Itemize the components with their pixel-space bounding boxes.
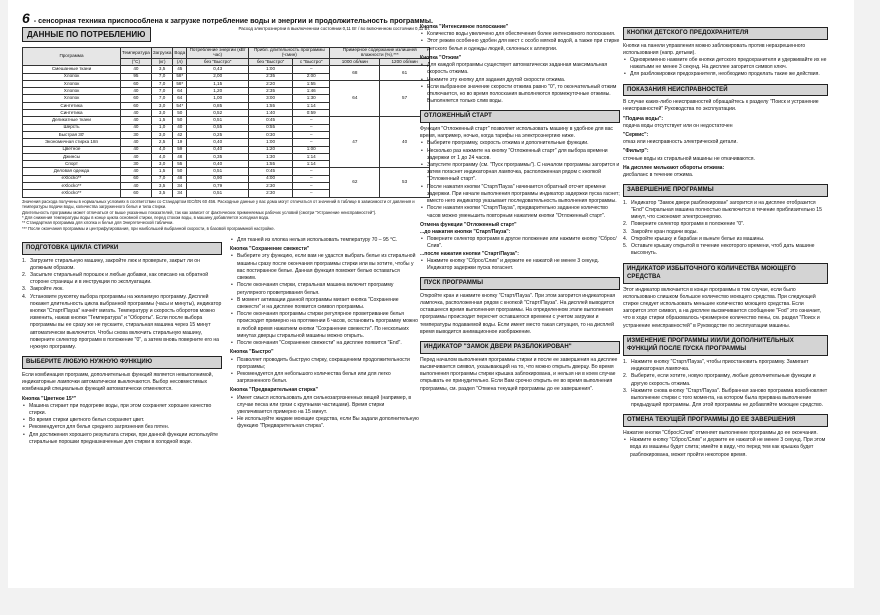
start-text: Откройте кран и нажмите кнопку "Старт/Пауза". При этом загорится индикаторная лампочка, расположенная рядом с кнопкой "Старт/Пауза". На дисплей выводится оставшееся время выполнения программы. На определенном этапе выполнения программы происходит пересчет оставшегося времени с учетом загрузки и температуры подаваемой воды. Если имеет место такая ситуация, то на дисплей время выводится анимационное изображение. [420, 292, 616, 335]
middle-column [420, 22, 620, 393]
table-cell: 34 [173, 183, 187, 190]
list-item: 3. Нажмите снова кнопку "Старт/Пауза". Выбранная заново программа возобновляет выполнение стирки с того момента, на котором была прервана выполнение предыдущей программы. Для этой программы не добавляйте моющее средство. [623, 387, 828, 409]
table-cell: 60 [121, 80, 152, 87]
table-cell: 55 [173, 161, 187, 168]
table-cell: 40 [121, 139, 152, 146]
table-cell: 3,5 [151, 183, 173, 190]
table-cell: 0,40 [187, 139, 249, 146]
moisture-cell: 53 [380, 168, 430, 197]
table-cell: 0,90 [187, 175, 249, 182]
table-cell: 1:00 [249, 139, 293, 146]
table-cell: 60 [121, 102, 152, 109]
table-cell: 1:30 [249, 153, 293, 160]
child-list [623, 57, 828, 79]
list-item: • Для достижения хорошего результата стирки, при данной функции используйте стиральные порошки предназначенные для стирки в холодной воде. [22, 432, 222, 446]
list-item: • Выберите программу, скорость отжима и дополнительные функции. [420, 140, 620, 147]
consumption-table [22, 47, 430, 197]
col-load: Загрузка [151, 48, 173, 59]
list-item: • Для каждой программы существует автоматически заданная максимальная скорость отжима. [420, 62, 620, 76]
table-cell: 64 [173, 95, 187, 102]
moisture-cell: 68 [330, 66, 380, 81]
list-item: 2. Выберите, если хотите, новую программу, любые дополнительные функции и другую скорость отжима. [623, 373, 816, 387]
table-cell: 40 [121, 110, 152, 117]
fault-filter-title: "Фильтр": [623, 148, 649, 155]
table-cell: eXlocko** [23, 190, 121, 197]
rinse-list [420, 31, 620, 53]
table-cell: 3,0 [151, 161, 173, 168]
table-cell: 3,0 [151, 110, 173, 117]
table-cell: – [292, 124, 330, 131]
table-cell: 59 [173, 146, 187, 153]
fault-water: подача воды отсутствует или он недостаточен [623, 122, 733, 129]
wash-prep-list [22, 258, 222, 352]
f4-title: Кнопка "Предварительная стирка" [230, 387, 318, 394]
table-cell: Шерсть [23, 124, 121, 131]
f3-title: Кнопка "Быстро" [230, 349, 274, 356]
list-item: • Нажмите эту кнопку для задания другой скорости отжима. [420, 77, 620, 84]
table-cell: 40 [121, 183, 152, 190]
table-cell: 1:14 [292, 153, 330, 160]
delay-section-title: ОТЛОЖЕННЫЙ СТАРТ [420, 110, 620, 123]
table-cell: 1:30 [292, 95, 330, 102]
list-item: • Для разблокировки предохранителя, необходимо проделать такие же действия. [623, 71, 828, 78]
list-item: • Количество воды увеличено для обеспечения более интенсивного полоскания. [420, 31, 620, 38]
table-cell: 0,51 [187, 190, 249, 197]
table-cell: Синтетика [23, 102, 121, 109]
table-cell: 1:46 [292, 88, 330, 95]
table-cell: Джинсы [23, 153, 121, 160]
col-energy-sub: без "Быстро" [187, 58, 249, 65]
table-cell: 7,0 [151, 73, 173, 80]
table-cell: 42 [173, 131, 187, 138]
col-moisture: Примерное содержание излишней влажности (%),*** [330, 48, 430, 59]
table-cell: 0,35 [187, 153, 249, 160]
table-cell: 60 [121, 175, 152, 182]
rinse-title: Кнопка "Интенсивное полоскание" [420, 24, 509, 30]
table-cell: 40 [121, 66, 152, 73]
note-line: * Для снижения температуры воды в конце цикла основной стирки, перед стоком воды, в машину добавляется холодная вода. [22, 214, 270, 220]
table-cell: Быстрая 30' [23, 131, 121, 138]
note-line: *** После окончания программы и центрифугирования, при наибольшей выбранной скорости, в базовой программной настройке. [22, 225, 275, 231]
dose-text: Этот индикатор включается в конце программы в том случае, если было использовано слишком большое количество моющего средства. При следующей стирке следует использовать меньшее количество моющего средства. Если загорится этот символ, а на дисплее высвечивается сообщение "Fod" это означает, что в ходе стирки образовалось чрезмерное количество пены, см. раздел "Поиск и устранение неисправностей" в Руководстве по эксплуатации машины. [623, 286, 821, 329]
functions-title: ВЫБЕРИТЕ ЛЮБУЮ НУЖНУЮ ФУНКЦИЮ [22, 356, 222, 369]
table-cell: 54* [173, 102, 187, 109]
table-cell: 34 [173, 190, 187, 197]
fault-filter: сточные воды из стиральной машины не откачиваются. [623, 155, 755, 162]
table-cell: 1:55 [292, 80, 330, 87]
table-cell: 1:55 [249, 102, 293, 109]
list-item: • Имеет смысл использовать для сильнозагрязненных вещей (например, в случае песка или грязи с крупными частицами). Время стирки увеличивается примерно на 15 минут. [230, 395, 420, 417]
table-cell: 0:59 [292, 110, 330, 117]
table-cell: 30 [121, 161, 152, 168]
table-cell: 48 [173, 175, 187, 182]
fault-intro: В случае каких-либо неисправностей обращайтесь к разделу "Поиск и устранение неисправностей" Руководства по эксплуатации. [623, 99, 819, 113]
abort-list [623, 437, 828, 459]
list-item: 1. Индикатор "Замок двери разблокирован" загорится и на дисплее отобразится "End" Стиральная машина полностью выключится в течение приблизительно 15 минут, что сэкономит электроэнергию. [623, 199, 822, 221]
table-row [23, 66, 430, 73]
list-item: • Позволяет проводить быструю стирку, сокращением продолжительности программы; [230, 357, 420, 371]
table-cell: 0:45 [249, 117, 293, 124]
table-cell: 95 [121, 73, 152, 80]
table-cell: 4:00 [249, 175, 293, 182]
table-cell: 0,51 [187, 117, 249, 124]
table-row [23, 168, 430, 175]
table-cell: 50 [173, 110, 187, 117]
list-item: • В момент активации данной программы мигает кнопка "Сохранение свежести" и на дисплее появится символ программы. [230, 297, 420, 311]
finish-section-title: ЗАВЕРШЕНИЕ ПРОГРАММЫ [623, 184, 828, 197]
moisture-cell: 40 [380, 117, 430, 168]
table-cell: Спорт [23, 161, 121, 168]
table-cell: 0:45 [249, 168, 293, 175]
list-item: • Запустите программу (см. "Пуск программы"). С началом программы загорится и затем погаснет индикаторная лампочка, расположенная рядом с кнопкой "Отложенный старт". [420, 162, 620, 184]
col-temp-unit: (°C) [121, 58, 152, 65]
table-cell: Цветное [23, 146, 121, 153]
table-cell: 50 [173, 117, 187, 124]
f1-extra-list [230, 237, 420, 244]
cancel-title: Отмена функции "Отложенный старт" [420, 221, 517, 228]
table-cell: – [292, 183, 330, 190]
list-item: 5. Оставьте крышку открытой в течение некоторого времени, чтоб дать машине высохнуть. [623, 243, 815, 257]
instruction-page [8, 0, 854, 588]
note-line: Длительность программы может отличаться от выше указанных показателей, так как зависит от фактических применяемых рабочих условий (смотри "Устранение неисправностей"). [22, 209, 377, 215]
table-cell: 4,0 [151, 146, 173, 153]
list-item: 3. Закройте люк. [22, 286, 64, 293]
list-item: 2. Засыпьте стиральный порошок и любые добавки, как описано на обратной стороне страницы и в инструкции по эксплуатации. [22, 271, 209, 286]
col-energy: Потребление энергии (кВт час) [187, 48, 249, 59]
spin-title: Кнопка "Отжим" [420, 54, 462, 61]
table-cell: 1:40 [249, 110, 293, 117]
table-row [23, 117, 430, 124]
table-cell: 0,85 [187, 102, 249, 109]
dose-section-title: ИНДИКАТОР ИЗБЫТОЧНОГО КОЛИЧЕСТВА МОЮЩЕГО СРЕДСТВА [623, 263, 828, 284]
finish-list [623, 200, 828, 258]
col-m1: 1000 об/мин [330, 58, 380, 65]
table-cell: 7,0 [151, 88, 173, 95]
col-m2: 1200 об/мин [380, 58, 430, 65]
table-cell: 3,0 [151, 102, 173, 109]
list-item: • Нажмите кнопку "Сброс/Слив" и держите ее нажатой не менее 3 секунд. При этом вода из машины будет слита; имейте в виду, что перед тем как крышка будет разблокирована, может пройти некоторое время. [623, 437, 828, 459]
change-section-title: ИЗМЕНЕНИЕ ПРОГРАММЫ И/ИЛИ ДОПОЛНИТЕЛЬНЫХ ФУНКЦИЙ ПОСЛЕ ПУСКА ПРОГРАММЫ [623, 335, 828, 356]
list-item: • Машина стирает при подогреве воды, при этом сохраняет хорошее качество стирки. [22, 403, 222, 417]
table-cell: Хлопок [23, 95, 121, 102]
table-cell: 1,20 [187, 88, 249, 95]
table-cell: 2:00 [292, 73, 330, 80]
moisture-cell: 64 [330, 80, 380, 116]
f4-list [230, 395, 420, 431]
right-column [623, 22, 828, 459]
col-water: Вода [173, 48, 187, 59]
table-cell: 4,0 [151, 153, 173, 160]
fault-section-title: ПОКАЗАНИЯ НЕИСПРАВНОСТЕЙ [623, 84, 828, 97]
table-cell: 40 [173, 124, 187, 131]
table-cell: Смешанные ткани [23, 66, 121, 73]
list-item: • Выберите эту функцию, если вам не удастся выбрать белье из стиральной машины сразу после окончания программы стирки или вы хотите, чтобы у вас постиранное белье. Данная функция поможет белью оставаться свежим. [230, 253, 420, 282]
list-item: 2. Поверните селектор программ в положение "0". [623, 221, 745, 228]
start-section-title: ПУСК ПРОГРАММЫ [420, 277, 620, 290]
list-item: • Во время стирки цветного белья сохраняет цвет. [22, 417, 222, 424]
table-cell: Хлопок [23, 88, 121, 95]
table-cell: 1,15 [187, 80, 249, 87]
table-cell: 58* [173, 73, 187, 80]
f2-title: Кнопка "Сохранение свежести" [230, 246, 310, 253]
functions-intro: Если комбинация программ, дополнительных функций является невыполнимой, индикаторные лампочки автоматически выключаются. Выбор несовместимых комбинаций специальных функций автоматически отменяются. [22, 371, 213, 393]
table-cell: – [292, 190, 330, 197]
cancel-a-item: • Поверните селектор программ в другое положение или нажмите кнопку "Сброс/Слив". [420, 236, 620, 250]
table-cell: 7,0 [151, 175, 173, 182]
table-notes [22, 199, 430, 232]
list-item: • После нажатия кнопки "Старт/Пауза", предварительно заданное количество часов можно уменьшить повторным нажатием кнопки "Отложенный старт". [420, 205, 620, 219]
delay-list [420, 140, 620, 219]
table-cell: 2:30 [249, 183, 293, 190]
table-cell: Экономичная стирка 18п [23, 139, 121, 146]
table-cell: 2,00 [187, 73, 249, 80]
energy-note: Расход электроэнергии в выключенном состоянии 0,11 Вт / во включенном состоянии 0,11 Вт. [238, 26, 430, 31]
consumption-section-title: ДАННЫЕ ПО ПОТРЕБЛЕНИЮ [22, 27, 151, 42]
list-item: 4. Откройте крышку и барабан и выньте белье из машины. [623, 235, 765, 242]
list-item: • Этот режим особенно удобен для мест с особо мягкой водой, а также при стирке детского белья и одежды людей, склонных к аллергии. [420, 38, 620, 52]
list-item: • После окончания программы стирки регулярное проветривание белья происходит примерно на протяжении 6 часов, остановить программу можно в любой время нажатием кнопки "Сохранение свежести". По нескольких минутах дверцы стиральной машины можно открыть. [230, 311, 420, 340]
list-item: 4. Установите рукоятку выбора программы на желаемую программу. Дисплей покажет длительность цикла выбранной программы (часы и минуты), индикатор кнопки "Старт/Пауза" начнёт мигать. Температуру и скорость оборотов можно изменить, нажав кнопки "Температура" и "Обороты". Если после выбора программы вы ее сразу же не пускаете, стиральная машина через 15 минут автоматически выключится. Чтобы снова включить стиральную машину, поверните селектор программ в положение "0", а затем вновь поверните его на нужную программу. [22, 293, 222, 351]
f2-list [230, 253, 420, 347]
list-item: • Рекомендуется для белья среднего загрязнения без пятен. [22, 424, 222, 431]
table-cell: 58* [173, 80, 187, 87]
note-line: Значения расхода получены в нормальных условиях в соответствии со Стандартом IEC/EN 60 456. Расходные данные у вас дома могут отличаться от значений в таблице в зависимости от давления и температуры подачи воды, количества загруженного белья и типа стирки. [22, 198, 415, 210]
table-cell: 48 [173, 153, 187, 160]
table-cell: 7,0 [151, 95, 173, 102]
col-temp: Температура [121, 48, 152, 59]
table-cell: 2:35 [249, 73, 293, 80]
table-cell: 40 [121, 88, 152, 95]
moisture-cell: 57 [380, 80, 430, 116]
table-row [23, 80, 430, 87]
delay-intro: Функция "Отложенный старт" позволяет использовать машину в удобное для вас время, например, ночью, когда тарифы на электроэнергию ниже. [420, 125, 613, 140]
table-cell: 64 [173, 88, 187, 95]
table-cell: 0:30 [249, 131, 293, 138]
table-cell: Синтетика [23, 110, 121, 117]
table-cell: 40 [121, 168, 152, 175]
lock-section-title: ИНДИКАТОР "ЗАМОК ДВЕРИ РАЗБЛОКИРОВАН" [420, 341, 620, 354]
cancel-a: ...до нажатия кнопки "Старт/Пауза": [420, 228, 511, 235]
table-cell: 40 [121, 146, 152, 153]
table-cell: 19 [173, 139, 187, 146]
table-cell: 1,00 [187, 95, 249, 102]
list-item: • Несколько раз нажмите на кнопку "Отложенный старт" для выбора времени задержки от 1 до 24 часов. [420, 148, 620, 162]
table-cell: Хлопок [23, 73, 121, 80]
page-title: - сенсорная техника приспособлена к загрузке потребление воды и энергии и продолжительность программы. [33, 16, 434, 25]
wash-prep-title: ПОДГОТОВКА ЦИКЛА СТИРКИ [22, 242, 222, 255]
table-cell: 0,40 [187, 146, 249, 153]
table-cell: – [292, 66, 330, 73]
f3-list [230, 357, 420, 386]
table-cell: 7,0 [151, 80, 173, 87]
table-cell: 0,79 [187, 183, 249, 190]
col-water-unit: (л) [173, 58, 187, 65]
table-cell: Деликатные ткани [23, 117, 121, 124]
list-item: 3. Закройте кран подачи воды. [623, 228, 698, 235]
table-cell: – [292, 139, 330, 146]
abort-intro: Нажатие кнопки "Сброс/Слив" отменяет выполнение программы до ее окончания. [623, 430, 818, 436]
table-cell: Деловая одежда [23, 168, 121, 175]
moisture-cell: 62 [330, 168, 380, 197]
table-cell: – [292, 168, 330, 175]
table-cell: 1:14 [292, 161, 330, 168]
list-item: • Рекомендуется для небольшого количества белья или для легко загрязненного белья. [230, 371, 420, 385]
table-cell: 2:30 [249, 190, 293, 197]
list-item: 1. Нажмите кнопку "Старт/Пауза", чтобы приостановить программу. Замигает индикаторная лампочка. [623, 358, 809, 373]
table-cell: 0:55 [249, 124, 293, 131]
functions-column [230, 237, 420, 431]
list-item: • После окончания "Сохранение свежести" на дисплее появится "End". [230, 340, 420, 347]
table-cell: 60 [121, 190, 152, 197]
table-cell: 0,51 [187, 168, 249, 175]
fault-display-title: На дисплее мелькают обороты отжима: [623, 164, 725, 171]
table-cell: 30 [121, 131, 152, 138]
table-cell: Хлопок [23, 80, 121, 87]
cancel-b-item: • Нажмите кнопку "Сброс/Слив" и держите ее нажатой не менее 3 секунд. Индикатор задержки пуска погаснет. [420, 258, 620, 272]
table-cell: 2:35 [249, 88, 293, 95]
col-load-unit: (кг) [151, 58, 173, 65]
moisture-cell: 47 [330, 117, 380, 168]
table-cell: 1:20 [249, 146, 293, 153]
f1-extra: • Для тканей из хлопка нельзя использовать температуру 70 – 95 °C. [230, 237, 420, 244]
table-cell: 2,5 [151, 139, 173, 146]
table-cell: 3,5 [151, 190, 173, 197]
lock-text: Перед началом выполнения программы стирки и после ее завершения на дисплее высвечивается символ, указывающий на то, что можно открыть дверцу. Во время выполнения программы стирки крышка заблокирована, и нельзя ни в коем случае открывать ее принудительно. Если Вам срочно открыть ее во время выполнения программы, см. раздел "Отмена текущей программы до ее завершения". [420, 356, 618, 392]
cancel-b: ...после нажатия кнопки "Старт/Пауза": [420, 250, 519, 257]
table-cell: 50 [173, 168, 187, 175]
table-cell: 1:00 [249, 66, 293, 73]
table-cell: 0,52 [187, 110, 249, 117]
list-item: • После окончания стирки, стиральная машина включит программу регулярного проветривания белья. [230, 282, 420, 296]
page-number: 6 [22, 10, 30, 26]
list-item: • После нажатия кнопки "Старт/Пауза" начинается обратный отсчет времени задержки. При начале выполнения программы индикатор задержки пуска гаснет; вместо него индикатор указывает последовательность выполнения программы. [420, 184, 620, 206]
table-cell: 40 [121, 153, 152, 160]
col-dur-b: с "Быстро" [292, 58, 330, 65]
wash-prep-column [22, 237, 222, 446]
spin-list [420, 62, 620, 105]
table-cell: 3,0 [151, 131, 173, 138]
abort-section-title: ОТМЕНА ТЕКУЩЕЙ ПРОГРАММЫ ДО ЕЕ ЗАВЕРШЕНИЯ [623, 414, 828, 427]
table-cell: 60 [121, 95, 152, 102]
table-cell: eXlocko** [23, 183, 121, 190]
table-cell: 3:00 [249, 95, 293, 102]
table-cell: 1:00 [292, 146, 330, 153]
list-item: 1. Загрузите стиральную машину, закройте люк и проверьте, закрыт ли он должным образом. [22, 257, 200, 271]
moisture-cell: 61 [380, 66, 430, 81]
col-program: Программа [23, 48, 121, 66]
table-cell: – [292, 117, 330, 124]
fault-service-title: "Сервис": [623, 132, 649, 138]
fault-service: отказ или неисправность электрической детали. [623, 139, 738, 146]
fault-water-title: "Подача воды": [623, 115, 664, 122]
f1-list [22, 403, 222, 446]
table-cell: 1,0 [151, 124, 173, 131]
table-cell: – [292, 131, 330, 138]
change-list [623, 359, 828, 410]
f1-title: Кнопка "Цветное 15°" [22, 395, 77, 402]
note-line: ** Стандартная программа для хлопка и белья для Энергетической таблички. [22, 220, 174, 226]
fault-display: дисбаланс в течение отжима. [623, 172, 694, 179]
table-cell: 1,5 [151, 168, 173, 175]
table-cell: 3,5 [151, 66, 173, 73]
table-cell: 40 [121, 117, 152, 124]
list-item: • Одновременно нажмите обе кнопки детского предохранителя и удерживайте их не нажатыми не менее 3 секунд. На дисплее загорится символ ключ. [623, 57, 828, 71]
consumption-column [22, 22, 430, 231]
list-item: • Не используйте жидкие моющие средства, если Вы задали дополнительную функцию "Предварительная стирка". [230, 416, 420, 430]
col-duration: Прибл. длительность программы (ч:мин) [249, 48, 330, 59]
table-cell: 40 [121, 124, 152, 131]
list-item: • Если выбранное значение скорости отжима равно "0", то окончательный отжим отключается, но во время полоскания выполняются промежуточные отжимы. Выполняется только слив воды. [420, 84, 620, 106]
child-intro: Кнопки на панели управления можно заблокировать против неразрешенного использования (напр. детьми). [623, 42, 806, 56]
table-cell: 0,25 [187, 131, 249, 138]
table-cell: 2:20 [249, 80, 293, 87]
table-cell: 45 [173, 66, 187, 73]
table-cell: 0,43 [187, 66, 249, 73]
table-cell: – [292, 175, 330, 182]
child-section-title: КНОПКИ ДЕТСКОГО ПРЕДОХРАНИТЕЛЯ [623, 27, 828, 40]
table-cell: 0,40 [187, 161, 249, 168]
table-cell: 1:14 [292, 102, 330, 109]
table-cell: 1,5 [151, 117, 173, 124]
table-cell: eXlocko** [23, 175, 121, 182]
col-dur-a: без "Быстро" [249, 58, 293, 65]
table-cell: 0,55 [187, 124, 249, 131]
table-cell: 1:55 [249, 161, 293, 168]
